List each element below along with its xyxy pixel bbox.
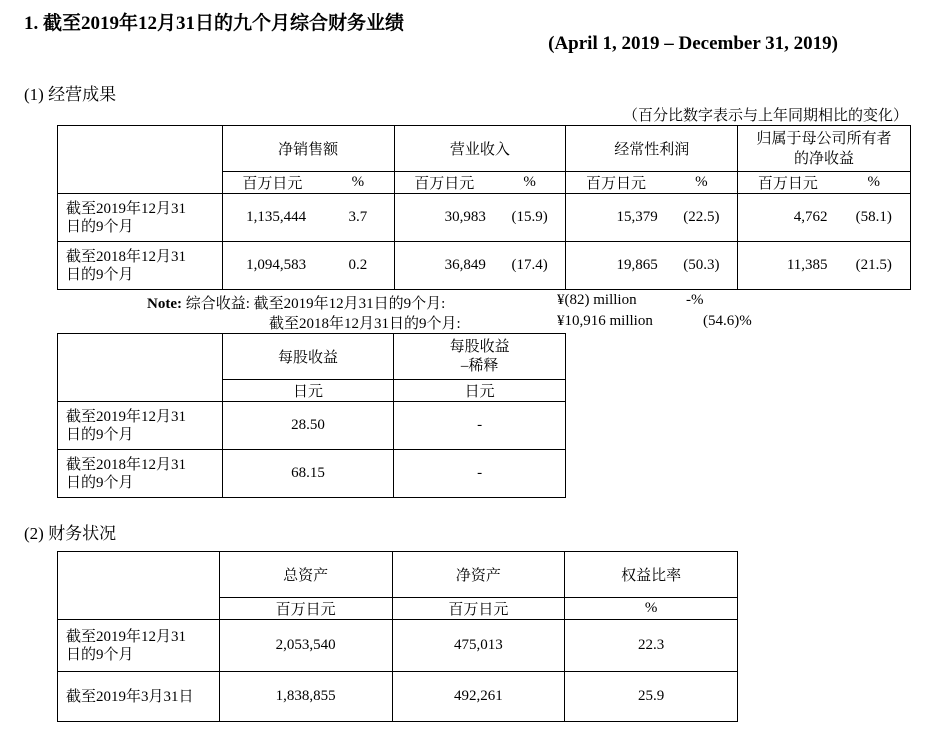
cell-pct: 3.7 <box>322 194 394 242</box>
header-row <box>58 334 566 380</box>
unit-money: 百万日元 <box>566 172 666 194</box>
note-label: Note: <box>147 296 182 312</box>
table-row <box>58 672 738 722</box>
row-label <box>58 620 220 672</box>
note-line2-text: 截至2018年12月31日的9个月: <box>269 316 461 332</box>
cell-pct: (50.3) <box>666 242 738 290</box>
financial-position-table <box>57 551 738 722</box>
unit-money: 百万日元 <box>394 172 494 194</box>
row-label-line1: 截至2019年3月31日 <box>66 688 194 705</box>
cell-total-assets: 2,053,540 <box>219 620 392 672</box>
row-label-line1: 截至2018年12月31 <box>66 248 187 265</box>
unit-yen: 日元 <box>394 380 566 402</box>
cell-eps: 68.15 <box>222 450 394 498</box>
col-header-diluted-eps-line1: 每股收益 <box>449 338 510 355</box>
row-label-line2: 日的9个月 <box>66 266 134 283</box>
note-line1-amount: ¥(82) million <box>557 292 637 308</box>
section-1-heading: (1) 经营成果 <box>24 85 117 104</box>
eps-table <box>57 333 566 498</box>
cell-value: 19,865 <box>566 242 666 290</box>
cell-pct: (58.1) <box>838 194 911 242</box>
cell-pct: 0.2 <box>322 242 394 290</box>
cell-equity-ratio: 25.9 <box>565 672 738 722</box>
row-label-line1: 截至2018年12月31 <box>66 456 187 473</box>
cell-diluted: - <box>394 402 566 450</box>
unit-pct: % <box>838 172 911 194</box>
col-header-net-sales: 净销售额 <box>222 126 394 172</box>
cell-value: 4,762 <box>738 194 838 242</box>
cell-total-assets: 1,838,855 <box>219 672 392 722</box>
note-line1-text: 综合收益: 截至2019年12月31日的9个月: <box>185 296 446 312</box>
page-title: 1. 截至2019年12月31日的九个月综合财务业绩 <box>24 13 405 34</box>
row-label-line2: 日的9个月 <box>66 426 134 443</box>
unit-pct: % <box>494 172 566 194</box>
cell-diluted: - <box>394 450 566 498</box>
corner-cell <box>58 126 223 194</box>
cell-net-assets: 475,013 <box>392 620 565 672</box>
cell-value: 15,379 <box>566 194 666 242</box>
cell-pct: (15.9) <box>494 194 566 242</box>
unit-money: 百万日元 <box>222 172 322 194</box>
table-row <box>58 450 566 498</box>
operating-results-table <box>57 125 911 290</box>
row-label <box>58 242 223 290</box>
table-row <box>58 620 738 672</box>
cell-equity-ratio: 22.3 <box>565 620 738 672</box>
cell-pct: (17.4) <box>494 242 566 290</box>
col-header-eps: 每股收益 <box>222 334 394 380</box>
corner-cell <box>58 334 223 402</box>
table-row <box>58 242 911 290</box>
unit-money: 百万日元 <box>219 598 392 620</box>
note-line2-pct: (54.6)% <box>703 313 752 329</box>
cell-pct: (21.5) <box>838 242 911 290</box>
row-label <box>58 672 220 722</box>
row-label <box>58 450 223 498</box>
col-header-net-assets: 净资产 <box>392 552 565 598</box>
col-header-net-income-line2: 的净收益 <box>794 150 855 167</box>
row-label-line1: 截至2019年12月31 <box>66 200 187 217</box>
col-header-equity-ratio: 权益比率 <box>565 552 738 598</box>
col-header-operating-income: 营业收入 <box>394 126 566 172</box>
unit-money: 百万日元 <box>392 598 565 620</box>
unit-pct: % <box>666 172 738 194</box>
header-row <box>58 552 738 598</box>
note-line-1 <box>147 292 445 313</box>
unit-pct: % <box>565 598 738 620</box>
col-header-ordinary-profit: 经常性利润 <box>566 126 738 172</box>
corner-cell <box>58 552 220 620</box>
unit-yen: 日元 <box>222 380 394 402</box>
col-header-diluted-eps <box>394 334 566 380</box>
unit-money: 百万日元 <box>738 172 838 194</box>
note-line2-amount: ¥10,916 million <box>557 313 653 329</box>
row-label-line2: 日的9个月 <box>66 646 134 663</box>
row-label <box>58 194 223 242</box>
col-header-net-income-line1: 归属于母公司所有者 <box>756 130 892 147</box>
col-header-total-assets: 总资产 <box>219 552 392 598</box>
cell-eps: 28.50 <box>222 402 394 450</box>
cell-pct: (22.5) <box>666 194 738 242</box>
table-row <box>58 402 566 450</box>
row-label-line1: 截至2019年12月31 <box>66 408 187 425</box>
note-line1-pct: -% <box>686 292 704 308</box>
table-row <box>58 194 911 242</box>
row-label-line2: 日的9个月 <box>66 474 134 491</box>
cell-net-assets: 492,261 <box>392 672 565 722</box>
cell-value: 1,135,444 <box>222 194 322 242</box>
percentage-note: （百分比数字表示与上年同期相比的变化） <box>622 108 908 124</box>
cell-value: 36,849 <box>394 242 494 290</box>
section-2-heading: (2) 财务状况 <box>24 524 117 543</box>
cell-value: 11,385 <box>738 242 838 290</box>
row-label-line1: 截至2019年12月31 <box>66 628 187 645</box>
unit-pct: % <box>322 172 394 194</box>
cell-value: 1,094,583 <box>222 242 322 290</box>
col-header-net-income <box>738 126 911 172</box>
period-subtitle: (April 1, 2019 – December 31, 2019) <box>548 33 838 54</box>
row-label <box>58 402 223 450</box>
header-row <box>58 126 911 172</box>
row-label-line2: 日的9个月 <box>66 218 134 235</box>
cell-value: 30,983 <box>394 194 494 242</box>
col-header-diluted-eps-line2: –稀释 <box>460 357 499 374</box>
